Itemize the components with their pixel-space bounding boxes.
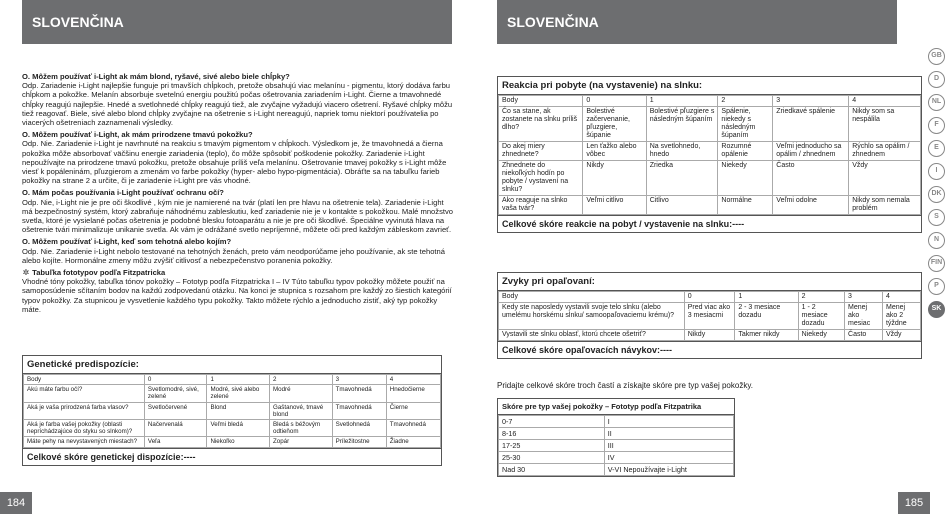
table-row bbox=[499, 292, 921, 303]
row-label-cell: Vystavili ste slnku oblasť, ktorú chcete ošetriť? bbox=[499, 330, 685, 341]
table-cell: Rýchlo sa opálim / zhnednem bbox=[849, 142, 921, 161]
table-cell: Niekedy bbox=[798, 330, 844, 341]
table-row bbox=[499, 416, 734, 428]
table-cell: 3 bbox=[845, 292, 883, 303]
fitzpatrick-intro bbox=[22, 268, 454, 314]
row-label-cell: Body bbox=[499, 292, 685, 303]
faq-item bbox=[22, 130, 454, 185]
faq-item bbox=[22, 237, 454, 265]
table-cell: 3 bbox=[332, 375, 386, 385]
faq-item bbox=[22, 72, 454, 127]
table-cell: 0 bbox=[583, 96, 646, 107]
fitzpatrick-title: Tabuľka fototypov podľa Fitzpatricka bbox=[32, 268, 166, 278]
table-cell: Pred viac ako 3 mesiacmi bbox=[684, 303, 735, 330]
tanning-habits-total: Celkové skóre opaľovacích návykov:---- bbox=[498, 341, 921, 358]
table-row bbox=[499, 196, 921, 215]
table-cell: 0 bbox=[144, 375, 207, 385]
genetic-table-title: Genetické predispozície: bbox=[23, 356, 441, 374]
row-label-cell: 8-16 bbox=[499, 428, 605, 440]
score-helper-text: Pridajte celkové skóre troch častí a získajte skóre pre typ vašej pokožky. bbox=[497, 381, 753, 390]
table-row bbox=[24, 385, 441, 402]
table-row bbox=[24, 375, 441, 385]
faq-answer: Odp. Nie, i-Light nie je pre oči škodlivé , kým nie je namierené na tvár (platí len pre hlavu na ošetrenie tela). Zariadenie i-Light má bezpečnostný systém, ktorý zabraňuje náhodnému zableskutiu, keď zariadenie nie je v kontakte s pokožkou. Malé množstvo svetla, ktoré je vysielané počas ošetrenia je podobné blesku fotoaparátu a nie je pre oči škodlivé. Špeciálne vyvinutá hlava na ošetrenie tvári minimalizuje unikanie svetla. Ak vám je odrážané svetlo nepríjemné, môžete oči pred každým zábleskom zavrieť. bbox=[22, 197, 453, 235]
genetic-grid bbox=[23, 374, 441, 448]
table-cell: III bbox=[604, 440, 733, 452]
row-label-cell: Akú máte farbu očí? bbox=[24, 385, 145, 402]
sun-icon: ✲ bbox=[22, 268, 30, 278]
table-cell: Vždy bbox=[849, 161, 921, 196]
table-cell: Bledá s béžovým odtieňom bbox=[270, 420, 333, 437]
skin-type-scale-title: Skóre pre typ vašej pokožky – Fototyp podľa Fitzpatrika bbox=[498, 399, 734, 415]
language-tab-n[interactable]: N bbox=[928, 232, 945, 249]
language-tab-nl[interactable]: NL bbox=[928, 94, 945, 111]
table-cell: Svetlohnedá bbox=[332, 420, 386, 437]
table-cell: Nikdy som sa nespálila bbox=[849, 107, 921, 142]
table-cell: Veľmi jednoducho sa opálim / zhnednem bbox=[773, 142, 849, 161]
sun-reaction-total: Celkové skóre reakcie na pobyt / vystavenie na slnku:---- bbox=[498, 215, 921, 232]
row-label-cell: Aká je farba vašej pokožky (oblasti nepríchádzajúce do styku so slnkom)? bbox=[24, 420, 145, 437]
table-row bbox=[499, 464, 734, 476]
row-label-cell: 17-25 bbox=[499, 440, 605, 452]
table-cell: Často bbox=[845, 330, 883, 341]
fitzpatrick-text: Vhodné tóny pokožky, tabuľka tónov pokožky – Fototyp podľa Fitzpatricka I – IV Túto tabuľku typov pokožky môžete použiť na samoposúdenie sčítaním bodov na každú zodpovedanú otázku. Na konci je stupnica s rozsahom pre každý zo šiestich kategórií typov pokožky. Za stupnicou je vysvetlenie každého typu pokožky. Takto môžete rýchlo a jednoducho zistiť, aký typ pokožky máte. bbox=[22, 277, 452, 314]
language-tab-d[interactable]: D bbox=[928, 71, 945, 88]
faq-question: O. Môžem používať i-Light, keď som tehotná alebo kojím? bbox=[22, 237, 232, 247]
table-cell: Citlivo bbox=[646, 196, 718, 215]
faq-item bbox=[22, 188, 454, 234]
table-cell: Veľmi citlivo bbox=[583, 196, 646, 215]
sun-reaction-grid bbox=[498, 95, 921, 215]
skin-type-scale bbox=[497, 398, 735, 477]
table-cell: Niekoľko bbox=[207, 437, 270, 447]
table-cell: Vždy bbox=[882, 330, 920, 341]
row-label-cell: 0-7 bbox=[499, 416, 605, 428]
faq-block bbox=[22, 72, 454, 317]
language-tab-f[interactable]: F bbox=[928, 117, 945, 134]
row-label-cell: Zhnednete do niekoľkých hodín po pobyte / vystavení na slnku? bbox=[499, 161, 583, 196]
language-tab-dk[interactable]: DK bbox=[928, 186, 945, 203]
table-row bbox=[499, 142, 921, 161]
row-label-cell: Ako reaguje na slnko vaša tvár? bbox=[499, 196, 583, 215]
table-cell: Spálenie, niekedy s následným šúpaním bbox=[718, 107, 773, 142]
table-cell: Načervenalá bbox=[144, 420, 207, 437]
sun-reaction-title: Reakcia pri pobyte (na vystavenie) na slnku: bbox=[498, 77, 921, 95]
table-cell: 3 bbox=[773, 96, 849, 107]
table-cell: Žiadne bbox=[386, 437, 440, 447]
language-tabs bbox=[928, 48, 948, 324]
right-page bbox=[475, 0, 950, 520]
table-row bbox=[24, 402, 441, 419]
table-cell: Na svetlohnedo, hnedo bbox=[646, 142, 718, 161]
table-cell: Gaštanové, tmavé blond bbox=[270, 402, 333, 419]
row-label-cell: Body bbox=[24, 375, 145, 385]
table-cell: Tmavohnedá bbox=[386, 420, 440, 437]
table-cell: Zopár bbox=[270, 437, 333, 447]
table-row bbox=[499, 107, 921, 142]
faq-answer: Odp. Nie. Zariadenie i-Light je navrhnuté na reakciu s tmavým pigmentom v chĺpkoch. Výsledkom je, že tmavohnedá a čierna pokožka môže absorbovať väčšinu energie zariadenia (teplo), čo môže spôsobiť poškodenie pokožky. Zariadenie i-Light nepoužívajte na prirodzene tmavú pokožku, pretože obsahuje príliš veľa melanínu. Ošetrovanie tmavej pokožky s i-Light môže viesť k popáleninám, pľuzgierom a zmenám vo farbe pokožky (hyper- alebo hypo-pigmentácia). Obráťte sa na tabuľku farieb pokožky na strane 2 a určite, či je zariadenie i-Light pre vás vhodné. bbox=[22, 139, 447, 186]
row-label-cell: 25-30 bbox=[499, 452, 605, 464]
table-cell: 1 - 2 mesiace dozadu bbox=[798, 303, 844, 330]
row-label-cell: Máte pehy na nevystavených miestach? bbox=[24, 437, 145, 447]
tanning-habits-title: Zvyky pri opaľovaní: bbox=[498, 273, 921, 291]
row-label-cell: Kedy ste naposledy vystavili svoje telo slnku (alebo umelému horskému slnku/ samoopaľovaciemu krému)? bbox=[499, 303, 685, 330]
faq-question: O. Môžem používať i-Light ak mám blond, ryšavé, sivé alebo biele chĺpky? bbox=[22, 72, 290, 81]
table-row bbox=[499, 161, 921, 196]
table-cell: 2 bbox=[270, 375, 333, 385]
table-row bbox=[24, 420, 441, 437]
table-cell: 4 bbox=[882, 292, 920, 303]
faq-answer: Odp. Zariadenie i-Light najlepšie funguje pri tmavších chĺpkoch, pretože obsahujú viac melanínu - pigmentu, ktorý dodáva farbu chĺpkom a pokožke. Melanín absorbuje svetelnú energiu použitú počas ošetrovania zariadením i-Light. Čierne a tmavohnedé chĺpky reagujú najlepšie. Hnedé a svetlohnedé chĺpky reagujú tiež, ale zvyčajne vyžadujú viacero ošetrení. Ryšavé chĺpky môžu tiež reagovať. Biele, sivé alebo blond chĺpky zvyčajne na ošetrenie s i-Light nereagujú, napriek tomu niektorí používatelia po viacerých ošetreniach zaznamenali výsledky. bbox=[22, 81, 453, 128]
table-row bbox=[499, 96, 921, 107]
table-cell: Takmer nikdy bbox=[735, 330, 798, 341]
table-cell: V-VI Nepoužívajte i-Light bbox=[604, 464, 733, 476]
table-cell: Tmavohnedá bbox=[332, 402, 386, 419]
table-row bbox=[499, 440, 734, 452]
table-cell: 4 bbox=[386, 375, 440, 385]
table-row bbox=[499, 428, 734, 440]
language-tab-fin[interactable]: FIN bbox=[928, 255, 945, 272]
sun-reaction-table bbox=[497, 76, 922, 233]
row-label-cell: Body bbox=[499, 96, 583, 107]
row-label-cell: Nad 30 bbox=[499, 464, 605, 476]
table-cell: Bolestivé začervenanie, pľuzgiere, šúpanie bbox=[583, 107, 646, 142]
table-cell: Menej ako 2 týždne bbox=[882, 303, 920, 330]
table-cell: Len ťažko alebo vôbec bbox=[583, 142, 646, 161]
table-cell: Často bbox=[773, 161, 849, 196]
table-cell: Tmavohnedá bbox=[332, 385, 386, 402]
language-tab-s[interactable]: S bbox=[928, 209, 945, 226]
table-cell: 0 bbox=[684, 292, 735, 303]
table-cell: Bolestivé pľuzgiere s následným šúpaním bbox=[646, 107, 718, 142]
language-tab-gb[interactable]: GB bbox=[928, 48, 945, 65]
table-cell: I bbox=[604, 416, 733, 428]
skin-type-scale-grid bbox=[498, 415, 734, 476]
table-cell: Príležitostne bbox=[332, 437, 386, 447]
table-cell: Normálne bbox=[718, 196, 773, 215]
table-cell: 1 bbox=[735, 292, 798, 303]
table-row bbox=[499, 452, 734, 464]
table-cell: Blond bbox=[207, 402, 270, 419]
row-label-cell: Do akej miery zhnednete? bbox=[499, 142, 583, 161]
table-cell: 4 bbox=[849, 96, 921, 107]
table-cell: Čierne bbox=[386, 402, 440, 419]
table-cell: Zriedka bbox=[646, 161, 718, 196]
table-cell: Menej ako mesiac bbox=[845, 303, 883, 330]
table-cell: Veľmi odolne bbox=[773, 196, 849, 215]
table-cell: Modré, sivé alebo zelené bbox=[207, 385, 270, 402]
faq-question: O. Môžem používať i-Light, ak mám prirodzene tmavú pokožku? bbox=[22, 130, 253, 140]
table-cell: IV bbox=[604, 452, 733, 464]
page-number-right: 185 bbox=[898, 492, 930, 514]
genetic-total: Celkové skóre genetickej dispozície:---- bbox=[23, 448, 441, 465]
genetic-table bbox=[22, 355, 442, 466]
table-cell: Svetločervené bbox=[144, 402, 207, 419]
table-cell: Rozumné opálenie bbox=[718, 142, 773, 161]
table-cell: 2 bbox=[718, 96, 773, 107]
tanning-habits-table bbox=[497, 272, 922, 359]
table-cell: Veľmi bledá bbox=[207, 420, 270, 437]
table-row bbox=[499, 303, 921, 330]
table-cell: Nikdy bbox=[583, 161, 646, 196]
table-cell: Nikdy bbox=[684, 330, 735, 341]
faq-answer: Odp. Nie. Zariadenie i-Light nebolo testované na tehotných ženách, preto vám neodporúčame jeho používanie, ak ste tehotná alebo kojíte. Hormonálne zmeny môžu zvýšiť citlivosť a nebezpečenstvo poranenia pokožky. bbox=[22, 246, 445, 265]
table-cell: 1 bbox=[207, 375, 270, 385]
table-cell: 1 bbox=[646, 96, 718, 107]
table-cell: Niekedy bbox=[718, 161, 773, 196]
right-header: SLOVENČINA bbox=[497, 0, 897, 44]
row-label-cell: Čo sa stane, ak zostanete na slnku príliš dlho? bbox=[499, 107, 583, 142]
tanning-habits-grid bbox=[498, 291, 921, 341]
table-cell: Nikdy som nemala problém bbox=[849, 196, 921, 215]
row-label-cell: Aká je vaša prirodzená farba vlasov? bbox=[24, 402, 145, 419]
table-cell: 2 - 3 mesiace dozadu bbox=[735, 303, 798, 330]
language-tab-p[interactable]: P bbox=[928, 278, 945, 295]
table-row bbox=[499, 330, 921, 341]
table-cell: Modré bbox=[270, 385, 333, 402]
table-cell: II bbox=[604, 428, 733, 440]
table-cell: Hnedočierne bbox=[386, 385, 440, 402]
page-number-left: 184 bbox=[0, 492, 32, 514]
language-tab-sk[interactable]: SK bbox=[928, 301, 945, 318]
table-cell: Veľa bbox=[144, 437, 207, 447]
table-cell: Svetlomodré, sivé, zelené bbox=[144, 385, 207, 402]
table-row bbox=[24, 437, 441, 447]
faq-question: O. Mám počas používania i-Light používať ochranu očí? bbox=[22, 188, 224, 198]
language-tab-e[interactable]: E bbox=[928, 140, 945, 157]
table-cell: 2 bbox=[798, 292, 844, 303]
language-tab-i[interactable]: I bbox=[928, 163, 945, 180]
left-header: SLOVENČINA bbox=[22, 0, 452, 44]
table-cell: Zriedkavé spálenie bbox=[773, 107, 849, 142]
